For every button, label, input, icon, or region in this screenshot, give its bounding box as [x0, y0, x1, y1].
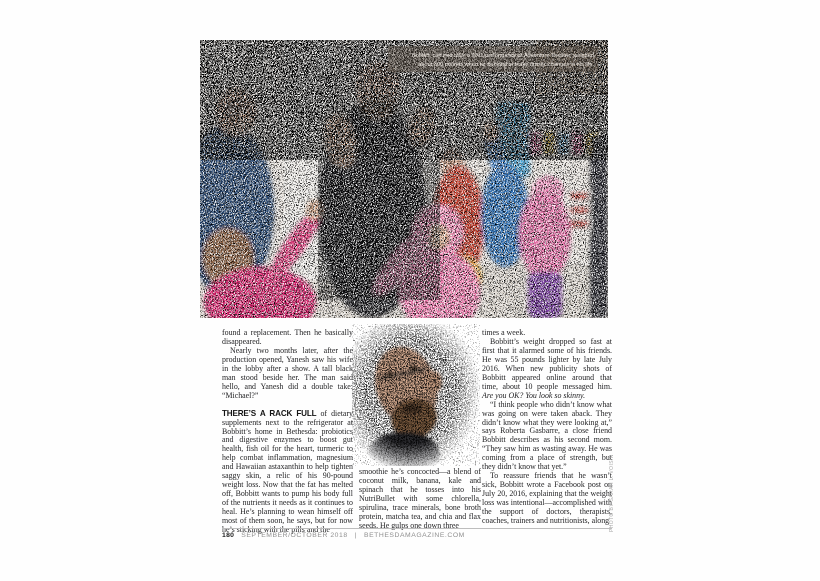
paragraph — [359, 468, 481, 531]
body-text: Nearly two months later, after the production opened, Yanesh saw his wife in the lobby after a show. A tall black man stood beside her. The man said hello, and Yanesh did a double take: “Michael?” — [222, 345, 353, 400]
dither-noise-white — [200, 40, 608, 318]
paragraph — [482, 338, 612, 401]
inset-portrait-illustration — [352, 324, 480, 466]
page-number: 180 — [222, 532, 235, 539]
paragraph — [222, 347, 353, 401]
body-text: smoothie he’s concocted—a blend of coconut milk, banana, kale and spinach that he tosses into his NutriBullet with some chlorella, spirulina, trace minerals, bone broth protein, matcha tea, and chia and flax seeds. He gulps one down three — [359, 467, 481, 530]
page-footer — [222, 528, 612, 539]
body-text: times a week. — [482, 328, 526, 337]
body-text-italic: Are you OK? You look so skinny. — [482, 390, 586, 400]
paragraph — [482, 472, 612, 526]
hero-caption-line1: Bobbitt, pictured after a 2011 performance at Adventure Theatre, weighed — [411, 53, 594, 59]
footer-separator: | — [354, 532, 357, 539]
section-lead: THERE’S A RACK FULL — [222, 408, 317, 418]
paragraph — [222, 410, 353, 535]
hero-photo — [200, 40, 608, 318]
article-column-1 — [222, 329, 353, 535]
portrait-noise-sparse — [352, 324, 480, 466]
article-column-3 — [482, 329, 612, 526]
footer-site: BETHESDAMAGAZINE.COM — [364, 532, 465, 539]
body-text: found a replacement. Then he basically disappeared. — [222, 328, 353, 346]
paragraph — [222, 329, 353, 347]
body-text: To reassure friends that he wasn’t sick, Bobbitt wrote a Facebook post on July 20, 2016, explaining that the weight loss was intentional—accomplished with the support of doctors, therapists, coaches, trainers and nutritionists, along — [482, 471, 612, 526]
body-text: “I think people who didn’t know what was going on were taken aback. They didn’t know what they were looking at,” says Roberta Gasbarre, a close friend Bobbitt describes as his second mom. “They saw him as wasting away. He was coming from a place of strength, but they didn’t know that yet.” — [482, 399, 612, 472]
footer-issue: SEPTEMBER/OCTOBER 2018 — [241, 532, 348, 539]
caption-backing — [388, 46, 598, 72]
article-column-2 — [359, 468, 481, 531]
hero-photo-illustration — [200, 40, 608, 318]
hero-caption-line2: about 300 pounds when he decided to make drastic changes in his life. — [418, 62, 594, 68]
body-text: of dietary supplements next to the refrigerator at Bobbitt’s home in Bethesda: probiotics and digestive enzymes to boost gut health, fish oil for the heart, turmeric to help combat inflammation, magnesium and Hawaiian astaxanthin to help tighten saggy skin, a relic of his 90-pound weight loss. Now that the fat has melted off, Bobbitt wants to pump his body full of the nutrients it needs as it continues to heal. He’s planning to wean himself off most of them soon, he says, but for now he’s sticking with the pills and the — [222, 408, 353, 535]
body-text: Bobbitt’s weight dropped so fast at first that it alarmed some of his friends. He was 55 pounds lighter by late July 2016. When new publicity shots of Bobbitt appeared online around that time, about 10 people messaged him. — [482, 336, 612, 391]
photo-credit: PHOTO BY SARAH L. VOISIN — [609, 454, 615, 532]
inset-portrait-photo — [352, 324, 480, 466]
paragraph — [482, 401, 612, 473]
